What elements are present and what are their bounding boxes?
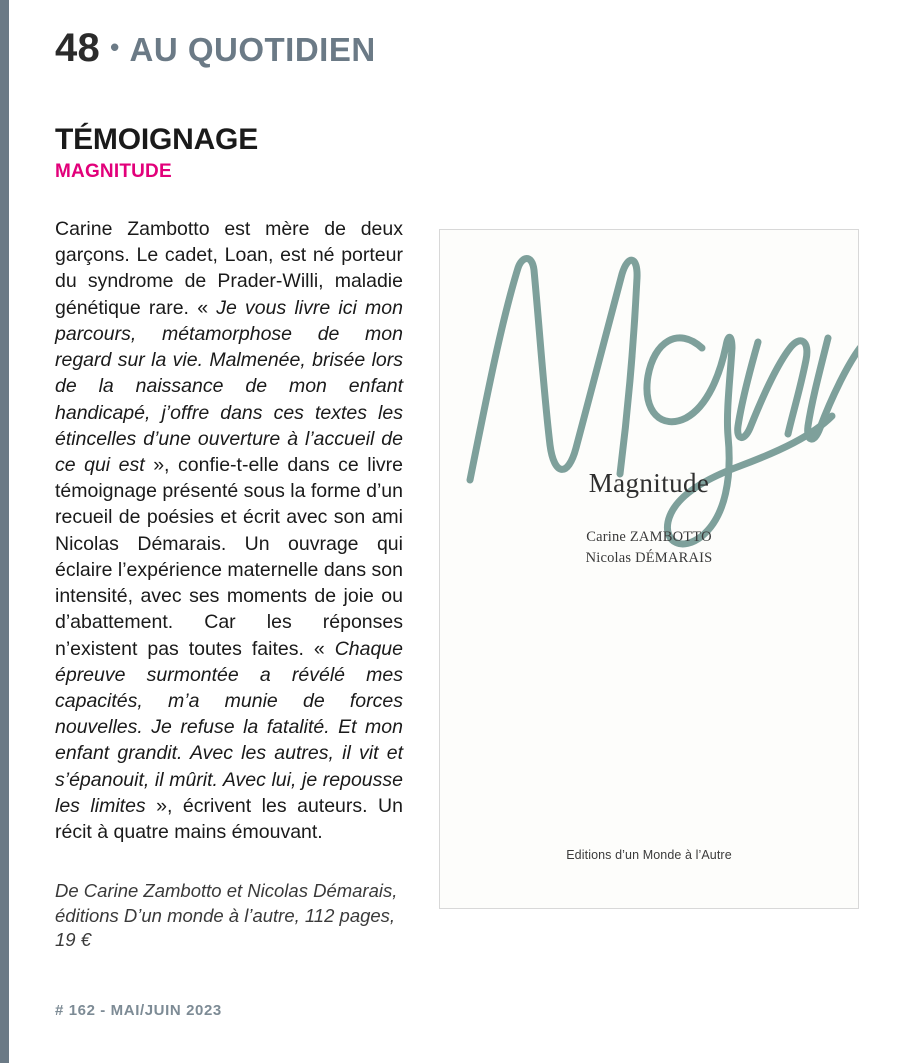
page-header [55, 28, 875, 69]
body-run-2: », confie-t-elle dans ce livre témoignage présenté sous la forme d’un recueil de poésies et écrit avec son ami Nicolas Démarais. Un ouvrage qui éclaire l’expérience maternelle dans son intensité, avec ses moments de joie ou d’abattement. Car les réponses n’existent pas toutes faites. « [55, 453, 404, 660]
body-run-1: Je vous livre ici mon parcours, métamorphose de mon regard sur la vie. Malmenée, brisée lors de la naissance de mon enfant handicapé, j’offre dans ces textes les étincelles d’une ouverture à l’accueil de ce qui est [55, 296, 403, 476]
left-edge-rule [0, 0, 9, 1063]
cover-column [439, 197, 859, 909]
article-body-wrapper [55, 197, 875, 972]
article-subkicker: MAGNITUDE [55, 160, 172, 182]
cover-publisher: Editions d’un Monde à l’Autre [566, 847, 732, 862]
article-body [55, 216, 403, 845]
book-cover-image [439, 229, 859, 909]
cover-author-1: Carine ZAMBOTTO [586, 528, 712, 545]
header-separator-dot: • [110, 32, 120, 62]
issue-footer: # 162 - MAI/JUIN 2023 [55, 1002, 222, 1019]
cover-author-2: Nicolas DÉMARAIS [585, 550, 713, 567]
cover-title: Magnitude [588, 467, 710, 498]
article-credit: De Carine Zambotto et Nicolas Démarais, éditions D’un monde à l’autre, 112 pages, 19 € [55, 880, 398, 951]
article-kicker: TÉMOIGNAGE [55, 123, 259, 156]
body-run-3: Chaque épreuve surmontée a révélé mes capacités, m’a munie de forces nouvelles. Je refuse la fatalité. Et mon enfant grandit. Avec les autres, il vit et s’épanouit, il mûrit. Avec lui, je repousse les limites [55, 637, 403, 817]
cover-text-block [440, 468, 858, 571]
text-column [55, 197, 403, 972]
page-content [55, 0, 875, 1063]
cover-authors [440, 527, 858, 571]
section-title: AU QUOTIDIEN [129, 31, 376, 68]
body-run-4: », écrivent les auteurs. Un récit à quatre mains émouvant. [55, 794, 403, 844]
body-run-0: Carine Zambotto est mère de deux garçons. Le cadet, Loan, est né porteur du syndrome de Prader-Willi, maladie génétique rare. « [55, 218, 403, 319]
page-number: 48 [55, 26, 101, 70]
